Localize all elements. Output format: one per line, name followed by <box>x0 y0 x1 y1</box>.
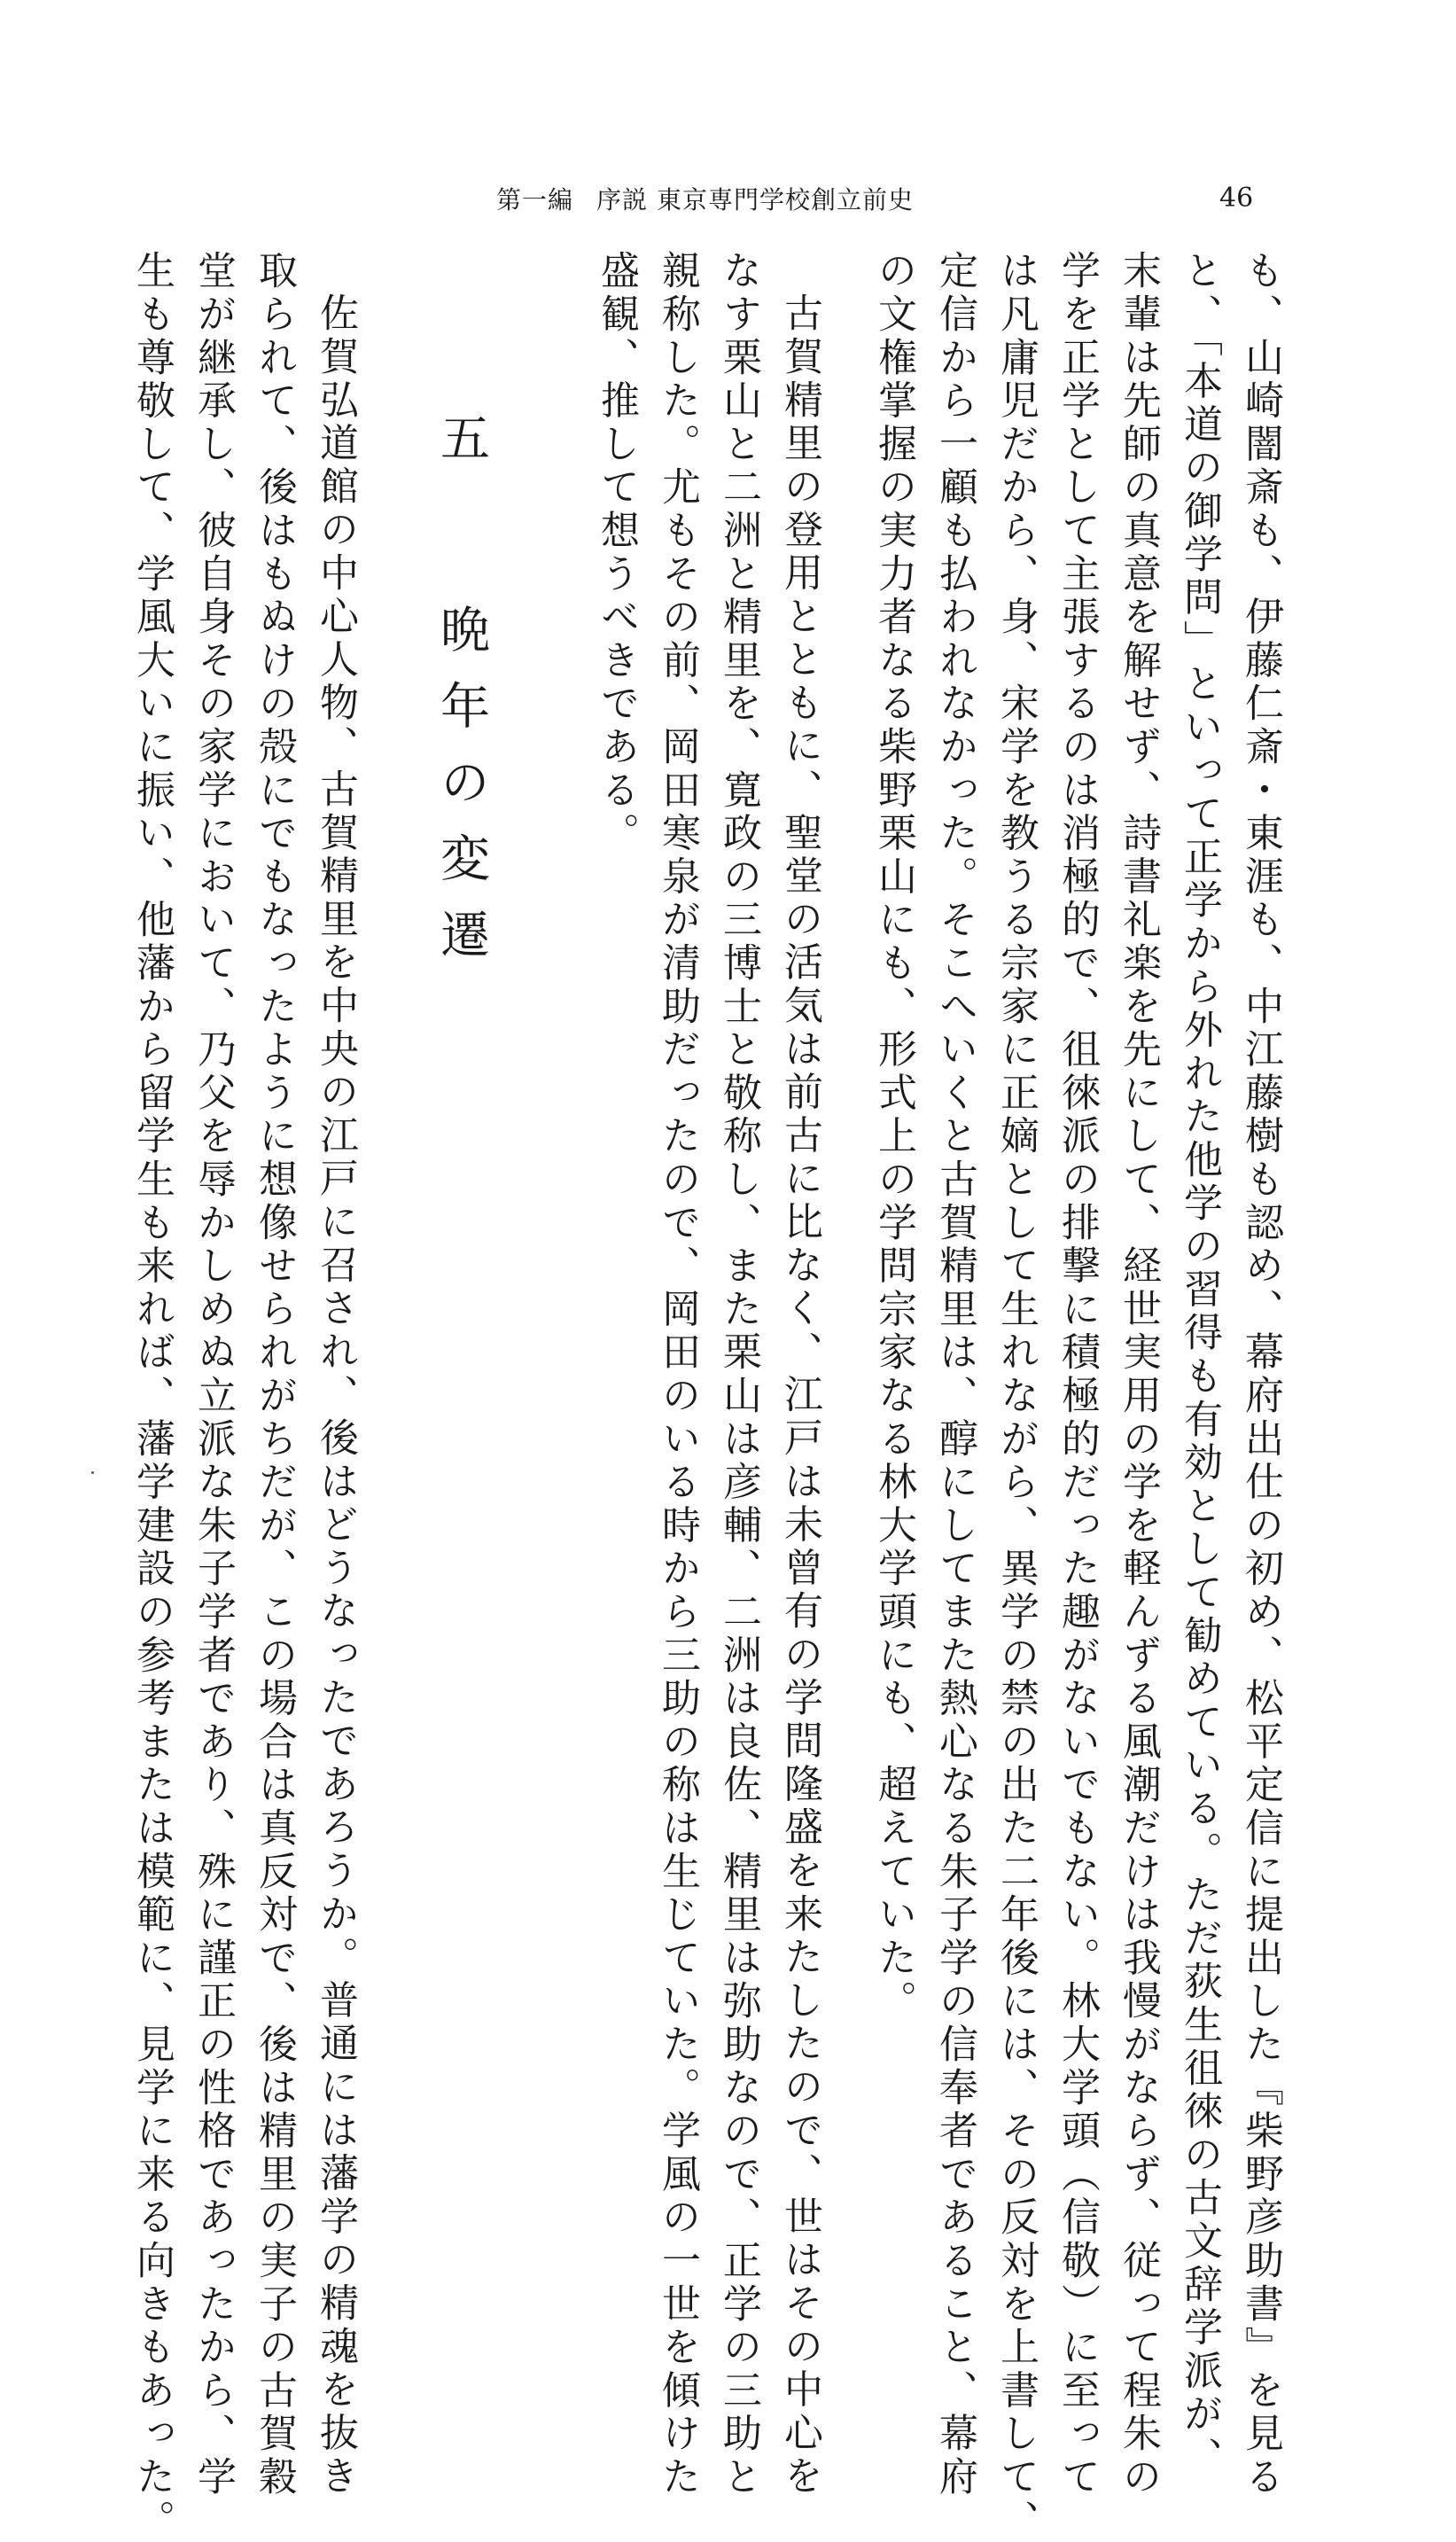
section-heading <box>432 412 490 985</box>
section-heading-title: 晩年の変遷 <box>432 604 490 985</box>
text-column: は凡庸児だから、身、宋学を教うる宗家に正嫡として生れながら、異学の禁の出た二年後には、その反対を上書して、 <box>993 250 1039 2542</box>
section-heading-number: 五 <box>432 412 490 488</box>
text-column: も、山崎闇斎も、伊藤仁斎・東涯も、中江藤樹も認め、幕府出仕の初め、松平定信に提出した『柴野彦助書』を見る <box>1238 250 1283 2499</box>
text-column: 盛観、推して想うべきである。 <box>594 250 639 856</box>
text-column: 堂が継承し、彼自身その家学において、乃父を辱かしめぬ立派な朱子学者であり、殊に謹正の性格であったから、学 <box>191 250 236 2499</box>
print-speck <box>91 1471 94 1474</box>
running-head-chapter: 序説 <box>596 185 649 214</box>
text-column: なす栗山と二洲と精里を、寛政の三博士と敬称し、また栗山は彦輔、二洲は良佐、精里は弥助なので、正学の三助と <box>716 250 761 2499</box>
text-column: 生も尊敬して、学風大いに振い、他藩から留学生も来れば、藩学建設の参考または模範に、見学に来る向きもあった。 <box>129 250 175 2542</box>
running-head-title: 東京専門学校創立前史 <box>657 185 915 214</box>
page-number: 46 <box>1219 183 1254 214</box>
text-column: 佐賀弘道館の中心人物、古賀精里を中央の江戸に召され、後はどうなったであろうか。普通には藩学の精魂を抜き <box>313 292 358 2499</box>
text-column: 学を正学として主張するのは消極的で、徂徠派の排撃に積極的だった趣がないでもない。林大学頭（信敬）に至って <box>1055 250 1100 2499</box>
text-column: 親称した。尤もその前、岡田寒泉が清助だったので、岡田のいる時から三助の称は生じていた。学風の一世を傾けた <box>655 250 700 2499</box>
running-head-part: 第一編 <box>496 185 574 214</box>
text-column: 定信から一顧も払われなかった。そこへいくと古賀精里は、醇にしてまた熱心なる朱子学の信奉者であること、幕府 <box>932 250 977 2499</box>
text-column: 取られて、後はもぬけの殻にでもなったように想像せられがちだが、この場合は真反対で、後は精里の実子の古賀穀 <box>252 250 297 2499</box>
text-column: 古賀精里の登用とともに、聖堂の活気は前古に比なく、江戸は未曾有の学問隆盛を来たしたので、世はその中心を <box>777 292 822 2499</box>
text-column: の文権掌握の実力者なる柴野栗山にも、形式上の学問宗家なる林大学頭にも、超えていた。 <box>871 250 916 2023</box>
running-head <box>496 181 914 216</box>
text-column: 末輩は先師の真意を解せず、詩書礼楽を先にして、経世実用の学を軽んずる風潮だけは我慢がならず、従って程朱の <box>1116 250 1161 2499</box>
text-column: と、「本道の御学問」といって正学から外れた他学の習得も有効として勧めている。ただ荻生徂徠の古文辞学派が、 <box>1177 250 1222 2480</box>
